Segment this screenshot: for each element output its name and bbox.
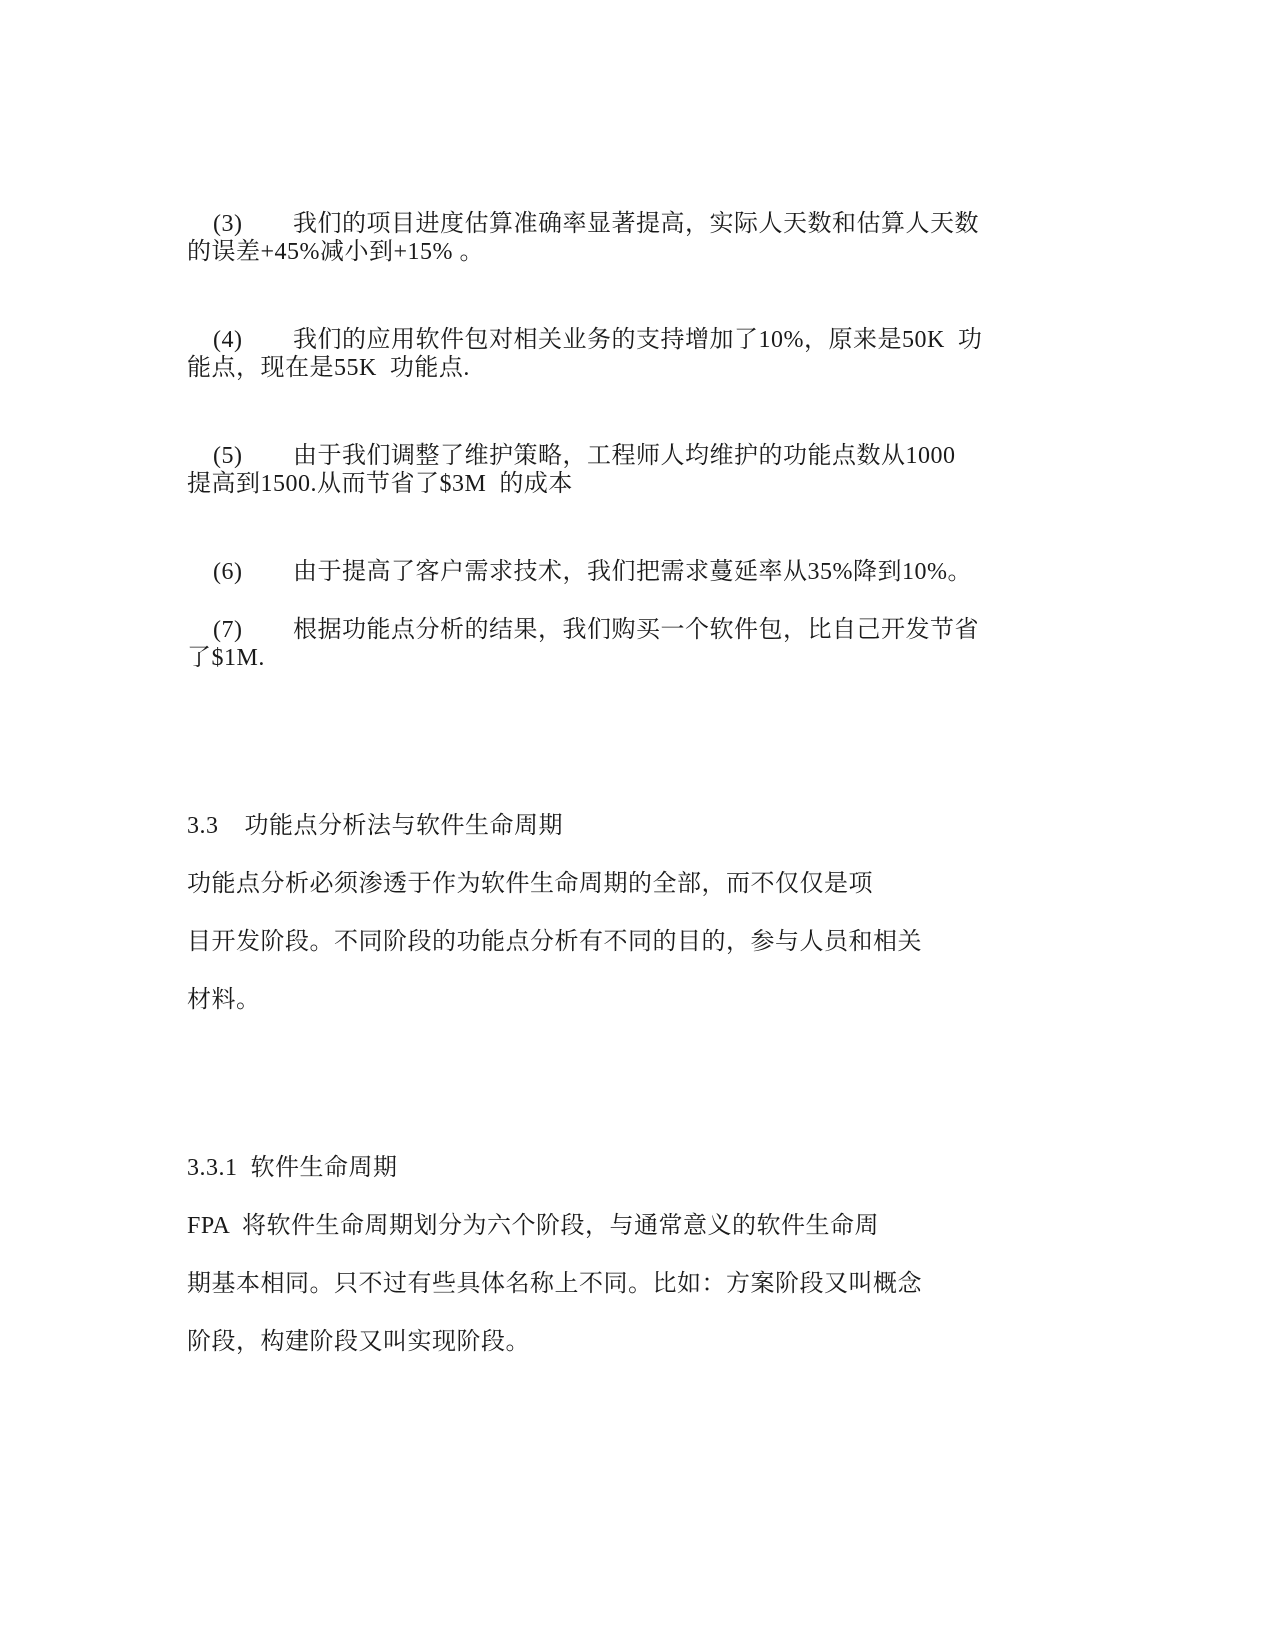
item-text: 根据功能点分析的结果，我们购买一个软件包，比自己开发节省	[293, 617, 979, 643]
section-3-3-1-heading: 3.3.1 软件生命周期	[187, 1155, 398, 1181]
list-item-5-line2: 提高到1500.从而节省了$3M 的成本	[187, 471, 573, 497]
section-3-3-1-paragraph-line: FPA 将软件生命周期划分为六个阶段，与通常意义的软件生命周	[187, 1213, 879, 1239]
list-item-4-line2: 能点，现在是55K 功能点.	[187, 355, 470, 381]
item-text: 由于我们调整了维护策略，工程师人均维护的功能点数从1000	[293, 443, 956, 469]
item-number: (3)	[213, 211, 243, 237]
item-text: 由于提高了客户需求技术，我们把需求蔓延率从35%降到10%。	[293, 559, 972, 585]
section-3-3-heading: 3.3 功能点分析法与软件生命周期	[187, 813, 563, 839]
item-text: 我们的项目进度估算准确率显著提高，实际人天数和估算人天数	[293, 211, 979, 237]
item-text: 我们的应用软件包对相关业务的支持增加了10%，原来是50K 功	[293, 327, 983, 353]
list-item-7-line2: 了$1M.	[187, 645, 265, 671]
section-3-3-1-paragraph-line: 期基本相同。只不过有些具体名称上不同。比如：方案阶段又叫概念	[187, 1271, 922, 1297]
list-item-7-line1	[187, 585, 979, 675]
section-3-3-paragraph-line: 材料。	[187, 987, 261, 1013]
section-3-3-paragraph-line: 功能点分析必须渗透于作为软件生命周期的全部，而不仅仅是项	[187, 871, 873, 897]
item-number: (4)	[213, 327, 243, 353]
item-number: (7)	[213, 617, 243, 643]
item-number: (6)	[213, 559, 243, 585]
list-item-3-line2: 的误差+45%减小到+15% 。	[187, 239, 485, 265]
item-number: (5)	[213, 443, 243, 469]
section-3-3-paragraph-line: 目开发阶段。不同阶段的功能点分析有不同的目的，参与人员和相关	[187, 929, 922, 955]
section-3-3-1-paragraph-line: 阶段，构建阶段又叫实现阶段。	[187, 1329, 530, 1355]
